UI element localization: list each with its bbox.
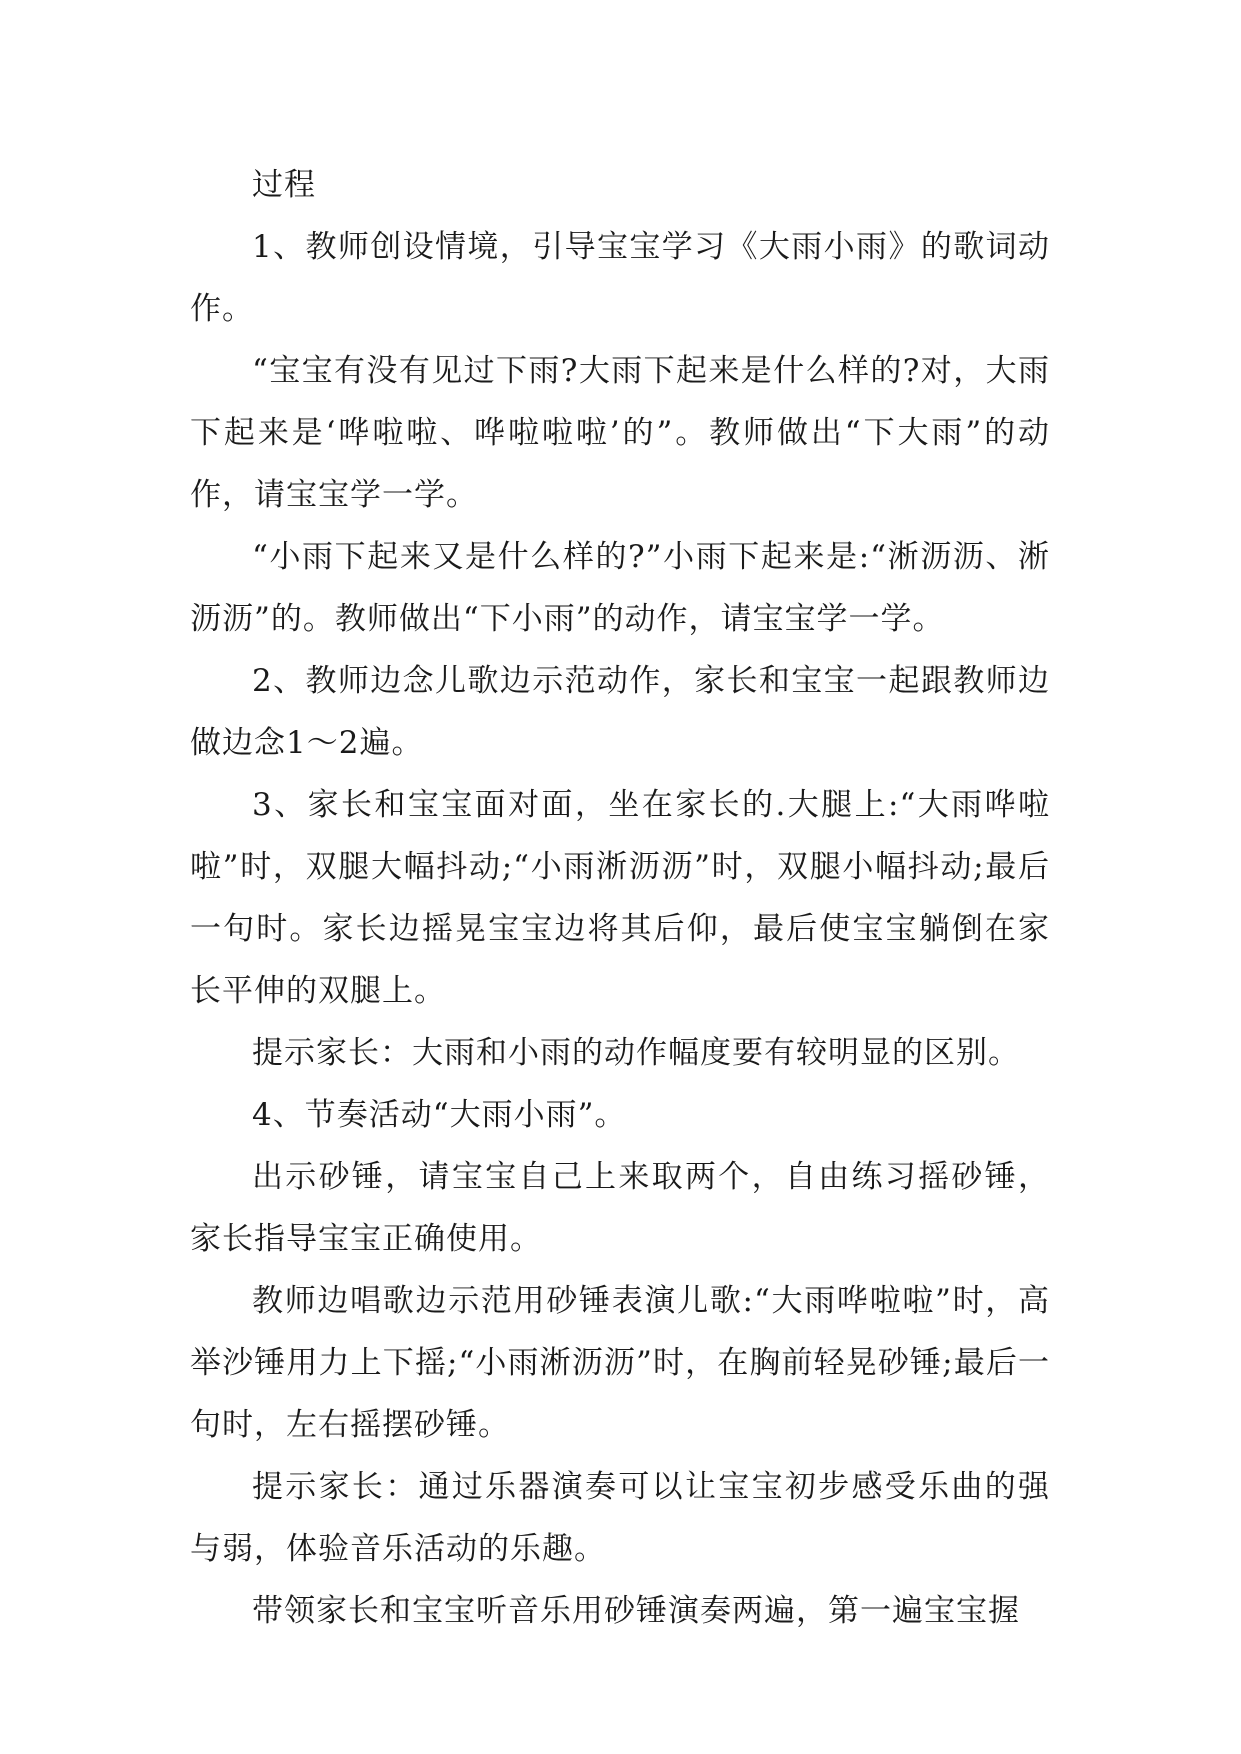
paragraph-light-rain-dialogue: “小雨下起来又是什么样的?”小雨下起来是:“淅沥沥、淅沥沥”的。教师做出“下小雨”的动作，请宝宝学一学。: [190, 539, 1050, 637]
paragraph-step-1: 1、教师创设情境，引导宝宝学习《大雨小雨》的歌词动作。: [190, 229, 1050, 327]
paragraph-teacher-demo: 教师边唱歌边示范用砂锤表演儿歌:“大雨哗啦啦”时，高举沙锤用力上下摇;“小雨淅沥沥”时，在胸前轻晃砂锤;最后一句时，左右摇摆砂锤。: [190, 1283, 1050, 1443]
paragraph-step-4: 4、节奏活动“大雨小雨”。: [252, 1097, 627, 1133]
paragraph-show-maracas: 出示砂锤，请宝宝自己上来取两个，自由练习摇砂锤，家长指导宝宝正确使用。: [190, 1159, 1050, 1257]
paragraph-step-3: 3、家长和宝宝面对面，坐在家长的.大腿上:“大雨哗啦啦”时，双腿大幅抖动;“小雨淅沥沥”时，双腿小幅抖动;最后一句时。家长边摇晃宝宝边将其后仰，最后使宝宝躺倒在家长平伸的双腿上。: [190, 787, 1050, 1009]
paragraph-lead-performance: 带领家长和宝宝听音乐用砂锤演奏两遍，第一遍宝宝握: [252, 1593, 1020, 1629]
paragraph-parent-tip-2: 提示家长：通过乐器演奏可以让宝宝初步感受乐曲的强与弱，体验音乐活动的乐趣。: [190, 1469, 1050, 1567]
document-body: [190, 154, 1050, 1642]
paragraph-heavy-rain-dialogue: “宝宝有没有见过下雨?大雨下起来是什么样的?对，大雨下起来是‘哗啦啦、哗啦啦啦’的”。教师做出“下大雨”的动作，请宝宝学一学。: [190, 353, 1050, 513]
paragraph-heading: 过程: [252, 167, 316, 203]
paragraph-step-2: 2、教师边念儿歌边示范动作，家长和宝宝一起跟教师边做边念1～2遍。: [190, 663, 1050, 761]
paragraph-parent-tip-1: 提示家长：大雨和小雨的动作幅度要有较明显的区别。: [252, 1035, 1020, 1071]
